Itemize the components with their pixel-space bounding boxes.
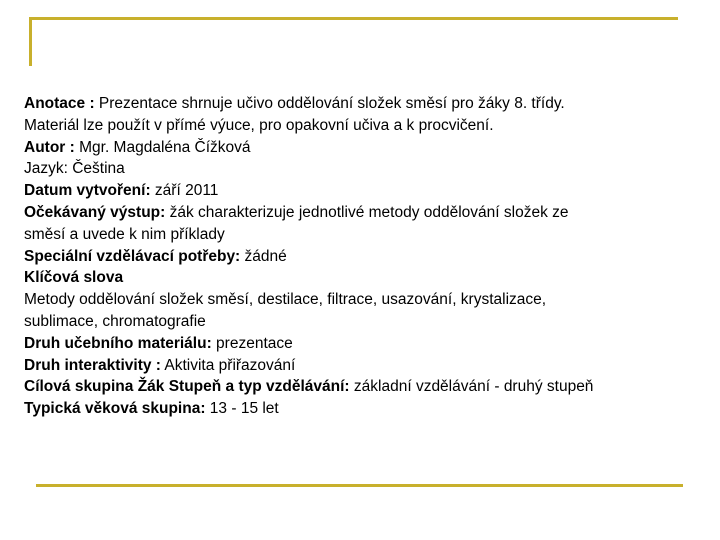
top-accent-line — [31, 17, 678, 20]
creation-date-line — [24, 180, 704, 202]
special-needs-label: Speciální vzdělávací potřeby: — [24, 247, 241, 265]
usage-text: Materiál lze použít v přímé výuce, pro opakovní učiva a k procvičení. — [24, 116, 494, 134]
target-group-line — [24, 376, 704, 398]
special-needs-value: žádné — [240, 247, 287, 265]
material-type-label: Druh učebního materiálu: — [24, 334, 212, 352]
annotation-label: Anotace : — [24, 95, 95, 112]
author-label: Autor : — [24, 138, 75, 156]
target-group-label: Cílová skupina Žák Stupeň a typ vzdělávání: — [24, 378, 350, 396]
keywords-heading-line — [24, 267, 704, 289]
annotation-line — [24, 93, 704, 115]
target-group-value: základní vzdělávání - druhý stupeň — [349, 378, 594, 396]
keywords-line — [24, 289, 704, 311]
expected-outcome-continuation-text: směsí a uvede k nim příklady — [24, 225, 225, 243]
interactivity-line — [24, 355, 704, 377]
author-value: Mgr. Magdaléna Čížková — [74, 138, 251, 156]
age-group-value: 13 - 15 let — [205, 400, 279, 418]
creation-date-label: Datum vytvoření: — [24, 182, 151, 200]
metadata-text-block — [24, 93, 704, 420]
expected-outcome-continuation — [24, 224, 704, 246]
keywords-continuation — [24, 311, 704, 333]
keywords-text: Metody oddělování složek směsí, destilace, filtrace, usazování, krystalizace, — [24, 291, 547, 309]
age-group-label: Typická věková skupina: — [24, 400, 206, 418]
expected-outcome-line — [24, 202, 704, 224]
material-type-line — [24, 333, 704, 355]
bottom-accent-line — [36, 484, 683, 487]
left-accent-line — [29, 17, 32, 66]
expected-outcome-label: Očekávaný výstup: — [24, 203, 166, 221]
language-text: Jazyk: Čeština — [24, 160, 125, 178]
interactivity-value: Aktivita přiřazování — [160, 356, 296, 374]
special-needs-line — [24, 246, 704, 268]
interactivity-label: Druh interaktivity : — [24, 356, 161, 374]
creation-date-value: září 2011 — [150, 182, 219, 200]
annotation-value: Prezentace shrnuje učivo oddělování složek směsí pro žáky 8. třídy. — [94, 95, 565, 112]
keywords-continuation-text: sublimace, chromatografie — [24, 312, 206, 330]
language-line — [24, 158, 704, 180]
expected-outcome-value: žák charakterizuje jednotlivé metody oddělování složek ze — [165, 203, 569, 221]
author-line — [24, 137, 704, 159]
usage-line — [24, 115, 704, 137]
keywords-heading: Klíčová slova — [24, 269, 124, 287]
age-group-line — [24, 398, 704, 420]
material-type-value: prezentace — [211, 334, 293, 352]
